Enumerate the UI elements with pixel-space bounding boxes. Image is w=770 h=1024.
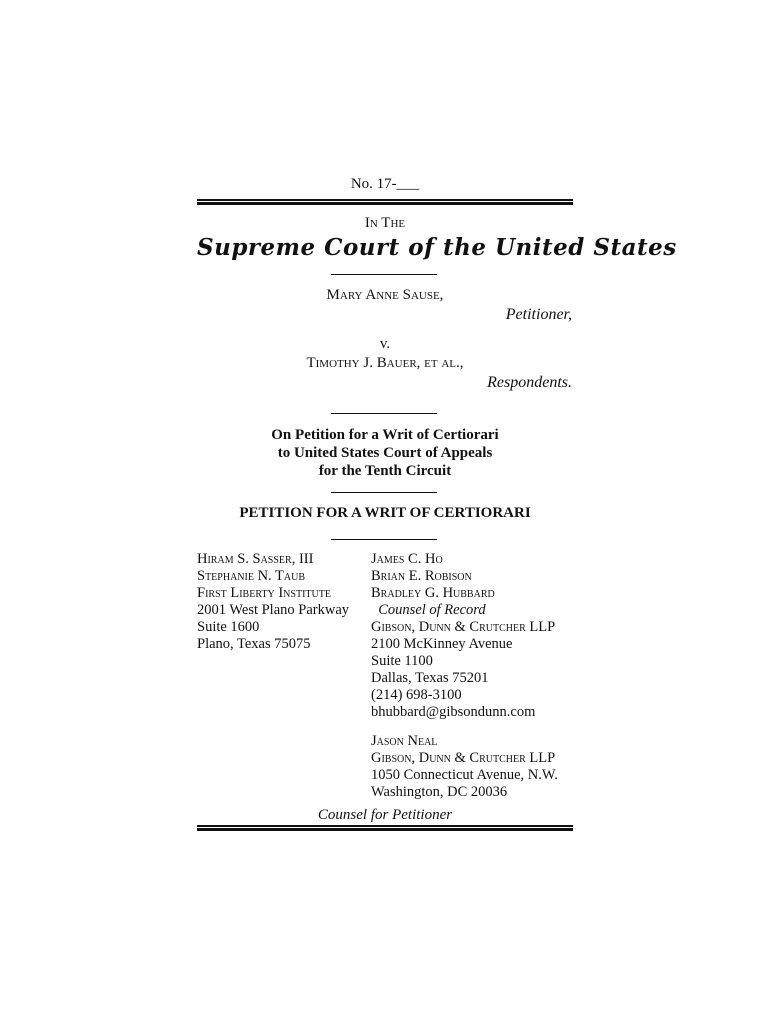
in-the-label: In The bbox=[364, 215, 406, 231]
counsel-line: (214) 698-3100 bbox=[371, 687, 462, 703]
counsel-line: Gibson, Dunn & Crutcher LLP bbox=[371, 619, 556, 635]
counsel-line: James C. Ho bbox=[371, 551, 443, 567]
counsel-line: Washington, DC 20036 bbox=[371, 784, 508, 800]
counsel-line: Gibson, Dunn & Crutcher LLP bbox=[371, 750, 556, 766]
counsel-line: Suite 1100 bbox=[371, 653, 433, 669]
respondent-name: Timothy J. Bauer, et al., bbox=[306, 355, 464, 371]
versus-label: v. bbox=[379, 336, 391, 352]
counsel-for-petitioner: Counsel for Petitioner bbox=[317, 807, 453, 823]
docket-number: No. 17-___ bbox=[350, 176, 420, 192]
counsel-email: bhubbard@gibsondunn.com bbox=[371, 704, 536, 720]
court-name: Supreme Court of the United States bbox=[197, 234, 677, 261]
document-title: PETITION FOR A WRIT OF CERTIORARI bbox=[239, 505, 531, 521]
counsel-line: Brian E. Robison bbox=[371, 568, 472, 584]
counsel-line: Plano, Texas 75075 bbox=[197, 636, 311, 652]
counsel-right-column bbox=[371, 551, 555, 721]
counsel-line: 2001 West Plano Parkway bbox=[197, 602, 350, 618]
petitioner-name: Mary Anne Sause, bbox=[326, 287, 444, 303]
petition-line: On Petition for a Writ of Certiorari bbox=[271, 427, 499, 443]
bottom-double-rule bbox=[197, 825, 573, 831]
counsel-line: Hiram S. Sasser, III bbox=[197, 551, 314, 567]
rule-divider bbox=[331, 539, 437, 540]
petition-caption bbox=[197, 426, 573, 480]
petitioner-role: Petitioner, bbox=[505, 306, 572, 323]
counsel-line: First Liberty Institute bbox=[197, 585, 331, 601]
petition-line: for the Tenth Circuit bbox=[318, 463, 452, 479]
rule-divider bbox=[331, 492, 437, 493]
counsel-line: Stephanie N. Taub bbox=[197, 568, 306, 584]
respondent-role: Respondents. bbox=[487, 374, 572, 391]
counsel-line: 2100 McKinney Avenue bbox=[371, 636, 513, 652]
petition-line: to United States Court of Appeals bbox=[277, 445, 493, 461]
counsel-line: Dallas, Texas 75201 bbox=[371, 670, 489, 686]
counsel-line: Bradley G. Hubbard bbox=[371, 585, 495, 601]
counsel-right-column-2 bbox=[371, 733, 558, 801]
top-double-rule bbox=[197, 199, 573, 205]
counsel-of-record: Counsel of Record bbox=[371, 602, 486, 618]
counsel-line: 1050 Connecticut Avenue, N.W. bbox=[371, 767, 558, 783]
rule-divider bbox=[331, 274, 437, 275]
rule-divider bbox=[331, 413, 437, 414]
counsel-line: Suite 1600 bbox=[197, 619, 260, 635]
counsel-line: Jason Neal bbox=[371, 733, 438, 749]
counsel-left-column bbox=[197, 551, 349, 653]
